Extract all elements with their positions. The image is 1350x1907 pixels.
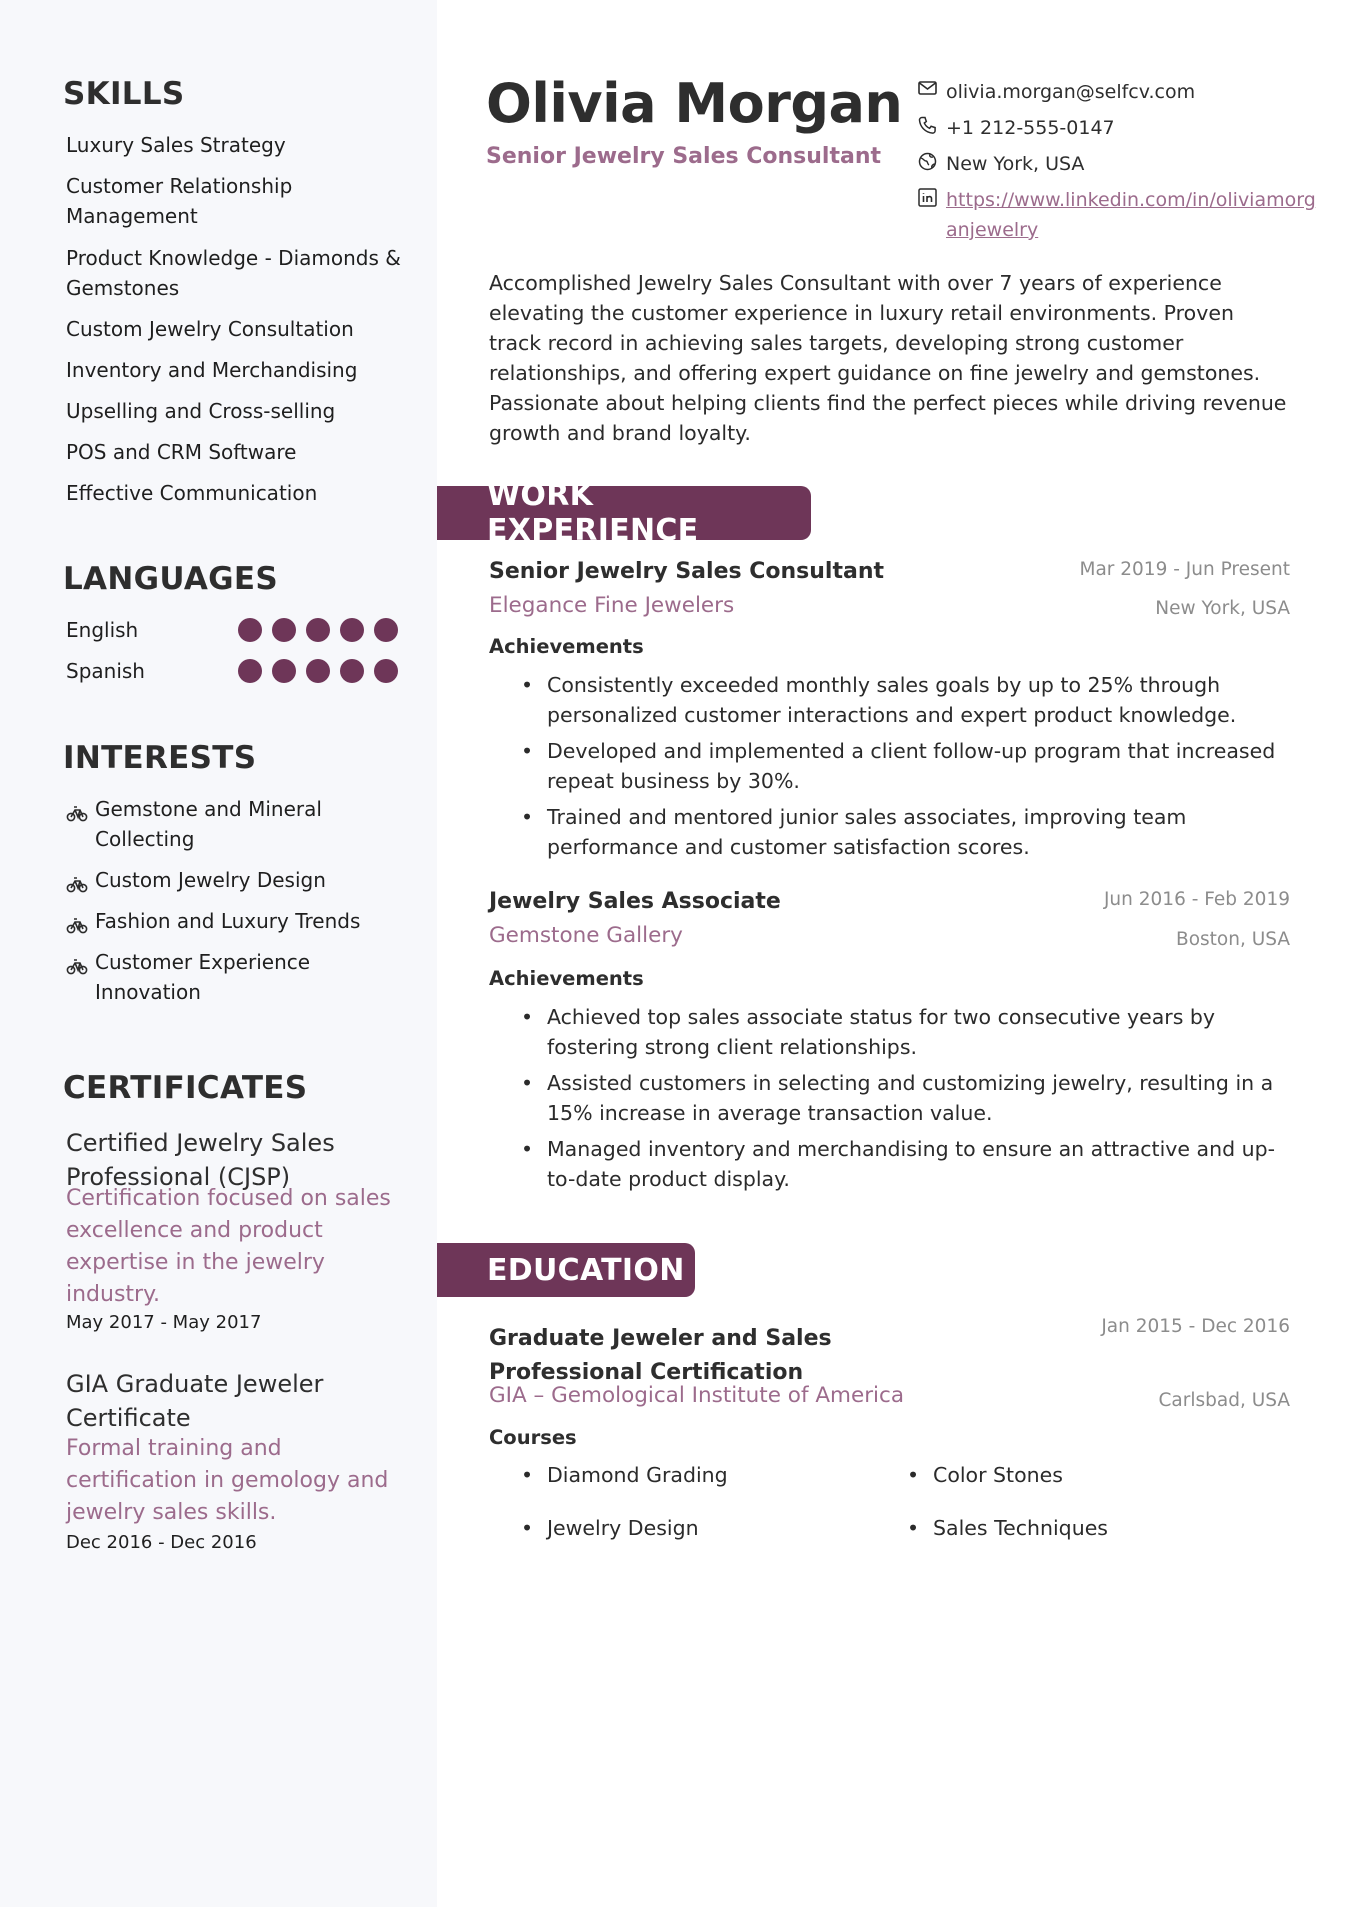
phone-icon	[918, 116, 937, 135]
achievements-label: Achievements	[489, 635, 644, 658]
skill-item: Luxury Sales Strategy	[66, 133, 286, 157]
level-dot	[272, 659, 296, 683]
level-dot	[374, 618, 398, 642]
certificate-description: Formal training and certification in gemology and jewelry sales skills.	[66, 1436, 389, 1525]
job-dates: Jun 2016 - Feb 2019	[1103, 889, 1290, 910]
achievements-list	[521, 1002, 1301, 1200]
skill-item: Customer Relationship Management	[66, 174, 293, 228]
mail-icon	[918, 80, 937, 96]
level-dot	[238, 659, 262, 683]
interest-item: Gemstone and Mineral Collecting	[66, 794, 365, 854]
skills-heading: SKILLS	[63, 76, 185, 112]
courses-label: Courses	[489, 1426, 577, 1449]
language-name: English	[66, 618, 139, 642]
sidebar	[0, 0, 437, 1907]
job-company: Gemstone Gallery	[489, 923, 683, 948]
certificate-dates: May 2017 - May 2017	[66, 1312, 262, 1333]
skill-item: POS and CRM Software	[66, 440, 297, 464]
candidate-role: Senior Jewelry Sales Consultant	[486, 144, 882, 169]
level-dot	[238, 618, 262, 642]
achievement-item: • Trained and mentored junior sales associates, improving team performance and customer satisfaction scores.	[521, 802, 1301, 862]
course-item: • Color Stones	[907, 1463, 1063, 1487]
education-heading: EDUCATION	[437, 1243, 695, 1297]
language-level	[238, 618, 398, 642]
interests-heading: INTERESTS	[63, 740, 257, 776]
education-dates: Jan 2015 - Dec 2016	[1101, 1316, 1290, 1337]
language-level	[238, 659, 398, 683]
contact-email: olivia.morgan@selfcv.com	[918, 77, 1195, 107]
contact-linkedin	[918, 185, 1316, 245]
bicycle-icon	[66, 875, 88, 893]
job-location: New York, USA	[1155, 598, 1290, 619]
certificate-title: Certified Jewelry Sales Professional (CJSP)	[66, 1129, 335, 1191]
skill-item: Upselling and Cross-selling	[66, 399, 336, 423]
achievement-item: • Developed and implemented a client follow-up program that increased repeat business by 30%.	[521, 736, 1301, 796]
certificate-title: GIA Graduate Jeweler Certificate	[66, 1370, 324, 1432]
skill-item: Custom Jewelry Consultation	[66, 317, 354, 341]
skill-item: Product Knowledge - Diamonds & Gemstones	[66, 246, 401, 300]
languages-heading: LANGUAGES	[63, 561, 278, 597]
achievement-item: • Achieved top sales associate status for two consecutive years by fostering strong client relationships.	[521, 1002, 1301, 1062]
education-title: Graduate Jeweler and Sales Professional Certification	[489, 1326, 832, 1385]
language-name: Spanish	[66, 659, 145, 683]
job-company: Elegance Fine Jewelers	[489, 593, 735, 618]
bicycle-icon	[66, 804, 88, 822]
level-dot	[340, 659, 364, 683]
interest-item: Customer Experience Innovation	[66, 947, 365, 1007]
course-item: • Sales Techniques	[907, 1516, 1108, 1540]
contact-location: New York, USA	[918, 149, 1084, 179]
level-dot	[340, 618, 364, 642]
education-school: GIA – Gemological Institute of America	[489, 1383, 905, 1408]
course-item: • Jewelry Design	[521, 1516, 699, 1540]
work-experience-heading: WORK EXPERIENCE	[437, 486, 811, 540]
level-dot	[272, 618, 296, 642]
achievements-label: Achievements	[489, 967, 644, 990]
globe-icon	[918, 152, 937, 171]
education-location: Carlsbad, USA	[1158, 1390, 1290, 1411]
bicycle-icon	[66, 957, 88, 975]
level-dot	[374, 659, 398, 683]
certificate-description: Certification focused on sales excellence and product expertise in the jewelry industry.	[66, 1186, 391, 1307]
achievement-item: • Managed inventory and merchandising to ensure an attractive and up-to-date product display.	[521, 1134, 1301, 1194]
bicycle-icon	[66, 916, 88, 934]
job-title: Senior Jewelry Sales Consultant	[489, 559, 885, 584]
interest-item: Fashion and Luxury Trends	[66, 906, 365, 936]
achievement-item: • Consistently exceeded monthly sales goals by up to 25% through personalized customer interactions and expert product knowledge.	[521, 670, 1301, 730]
skill-item: Inventory and Merchandising	[66, 358, 358, 382]
achievement-item: • Assisted customers in selecting and customizing jewelry, resulting in a 15% increase in average transaction value.	[521, 1068, 1301, 1128]
job-dates: Mar 2019 - Jun Present	[1079, 559, 1290, 580]
contact-phone: +1 212-555-0147	[918, 113, 1115, 143]
level-dot	[306, 618, 330, 642]
certificate-dates: Dec 2016 - Dec 2016	[66, 1532, 257, 1553]
achievements-list	[521, 670, 1301, 868]
interest-item: Custom Jewelry Design	[66, 865, 365, 895]
level-dot	[306, 659, 330, 683]
candidate-name: Olivia Morgan	[486, 72, 903, 135]
course-item: • Diamond Grading	[521, 1463, 728, 1487]
certificates-heading: CERTIFICATES	[63, 1070, 308, 1106]
job-title: Jewelry Sales Associate	[489, 889, 781, 914]
summary-text: Accomplished Jewelry Sales Consultant with over 7 years of experience elevating the customer experience in luxury retail environments. Proven track record in achieving sales targets, developing strong customer relationships, and offering expert guidance on fine jewelry and gemstones. Passionate about helping clients find the perfect pieces while driving revenue growth and brand loyalty.	[489, 271, 1287, 445]
skill-item: Effective Communication	[66, 481, 318, 505]
linkedin-icon	[918, 188, 937, 207]
linkedin-link[interactable]: https://www.linkedin.com/in/oliviamorganjewelry	[946, 189, 1316, 241]
job-location: Boston, USA	[1176, 929, 1290, 950]
